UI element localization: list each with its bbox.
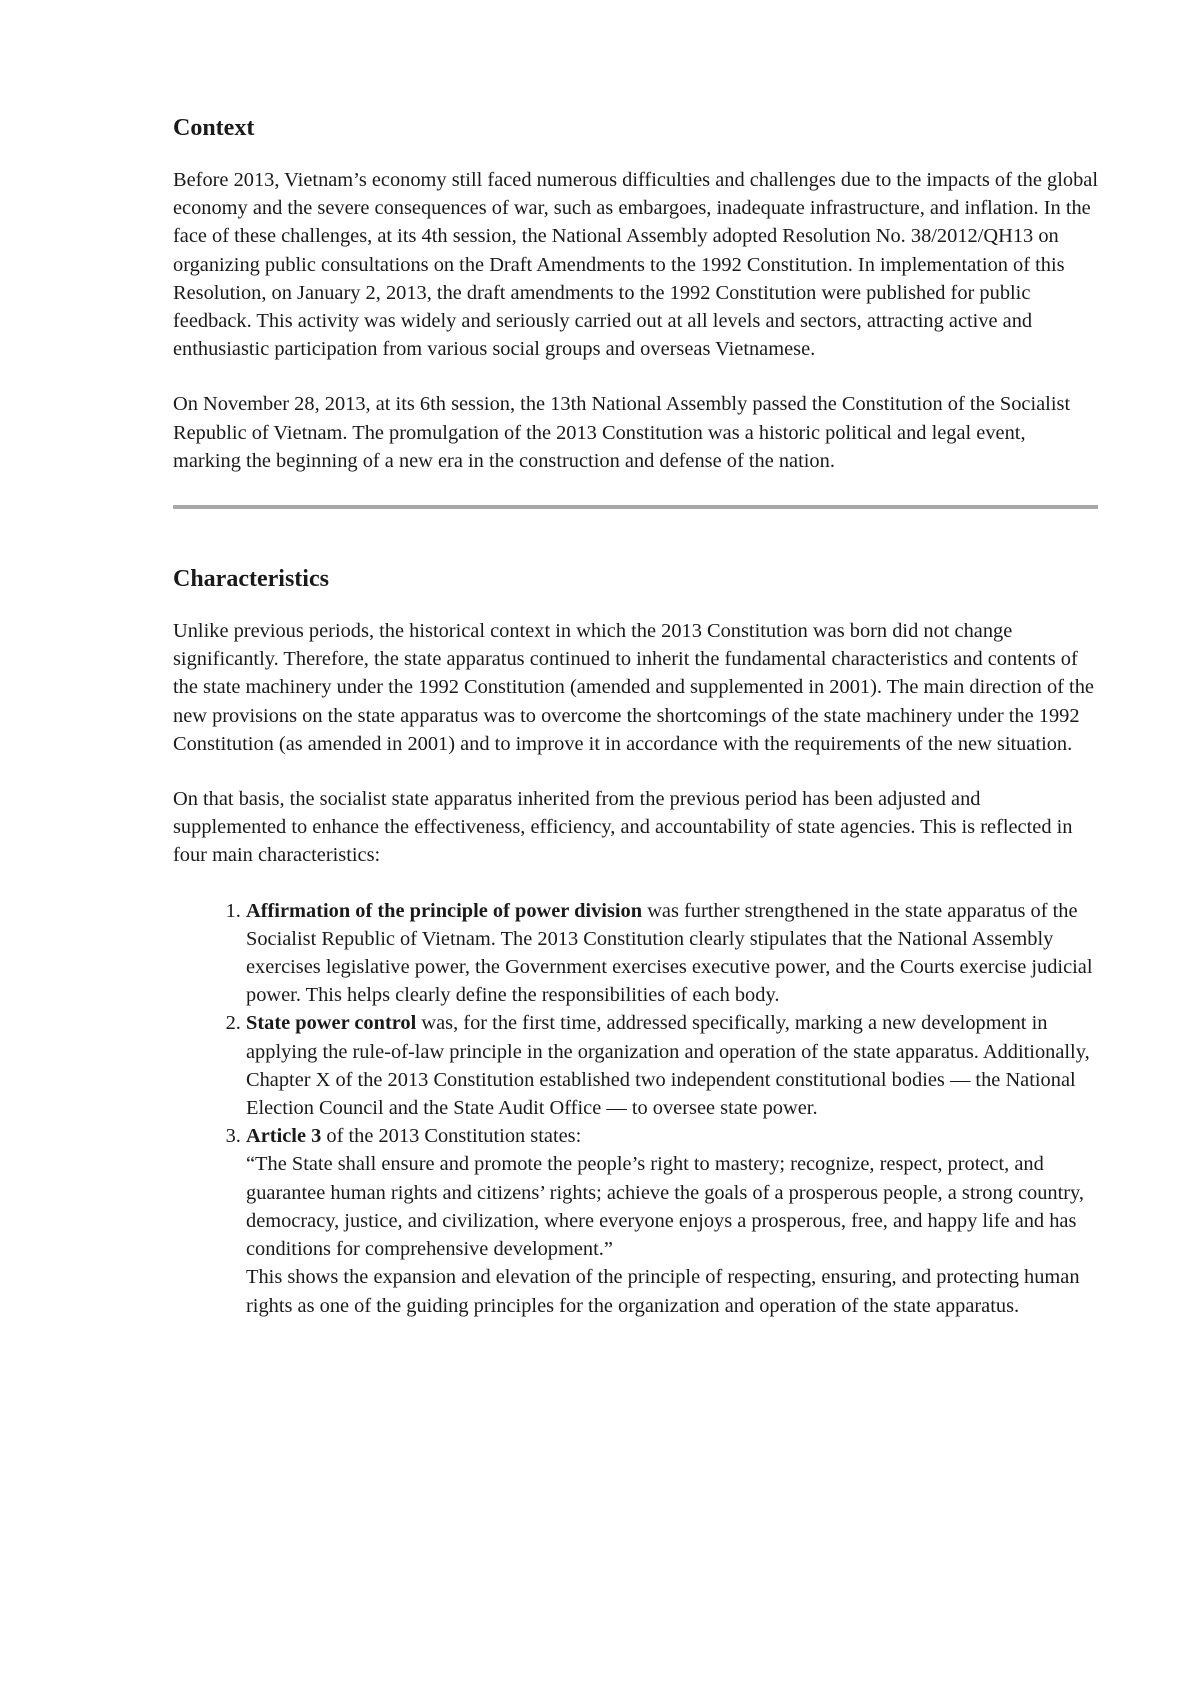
context-paragraph-2: On November 28, 2013, at its 6th session, the 13th National Assembly passed the Constitution of the Socialist Republic of Vietnam. The promulgation of the 2013 Constitution was a historic political and legal event, marking the beginning of a new era in the construction and defense of the nation. (173, 393, 1071, 472)
list-item-quote: “The State shall ensure and promote the people’s right to mastery; recognize, respect, protect, and guarantee human rights and citizens’ rights; achieve the goals of a prosperous people, a strong country, democracy, justice, and civilization, where everyone enjoys a prosperous, free, and happy life and has conditions for comprehensive development.” (246, 1153, 1085, 1261)
list-item-bold: Affirmation of the principle of power division (246, 899, 643, 922)
list-item-text: of the 2013 Constitution states: (321, 1125, 582, 1148)
list-item-bold: Article 3 (246, 1125, 322, 1148)
characteristics-heading: Characteristics (173, 566, 329, 593)
document-page (173, 112, 1098, 1320)
list-item (246, 897, 1098, 1010)
list-item-text: was further strengthened in the state apparatus of the Socialist Republic of Vietnam. The 2013 Constitution clearly stipulates that the National Assembly exercises legislative power, the Government exercises executive power, and the Courts exercise judicial power. This helps clearly define the responsibilities of each body. (246, 899, 1093, 1007)
list-item (246, 1009, 1098, 1122)
characteristics-list (173, 897, 1098, 1320)
list-item-note: This shows the expansion and elevation of the principle of respecting, ensuring, and protecting human rights as one of the guiding principles for the organization and operation of the state apparatus. (246, 1266, 1080, 1317)
list-item-bold: State power control (246, 1012, 417, 1035)
list-item-text: was, for the first time, addressed specifically, marking a new development in applying the rule-of-law principle in the organization and operation of the state apparatus. Additionally, Chapter X of the 2013 Constitution established two independent constitutional bodies — the National Election Council and the State Audit Office — to oversee state power. (246, 1012, 1090, 1120)
characteristics-paragraph-2: On that basis, the socialist state apparatus inherited from the previous period has been adjusted and supplemented to enhance the effectiveness, efficiency, and accountability of state agencies. This is reflected in four main characteristics: (173, 788, 1073, 867)
characteristics-paragraph-1: Unlike previous periods, the historical context in which the 2013 Constitution was born did not change significantly. Therefore, the state apparatus continued to inherit the fundamental characteristics and contents of the state machinery under the 1992 Constitution (amended and supplemented in 2001). The main direction of the new provisions on the state apparatus was to overcome the shortcomings of the state machinery under the 1992 Constitution (as amended in 2001) and to improve it in accordance with the requirements of the new situation. (173, 620, 1094, 755)
context-heading: Context (173, 115, 255, 141)
list-item (246, 1122, 1098, 1319)
context-paragraph-1: Before 2013, Vietnam’s economy still faced numerous difficulties and challenges due to the impacts of the global economy and the severe consequences of war, such as embargoes, inadequate infrastructure, and inflation. In the face of these challenges, at its 4th session, the National Assembly adopted Resolution No. 38/2012/QH13 on organizing public consultations on the Draft Amendments to the 1992 Constitution. In implementation of this Resolution, on January 2, 2013, the draft amendments to the 1992 Constitution were published for public feedback. This activity was widely and seriously carried out at all levels and sectors, attracting active and enthusiastic participation from various social groups and overseas Vietnamese. (173, 169, 1098, 361)
